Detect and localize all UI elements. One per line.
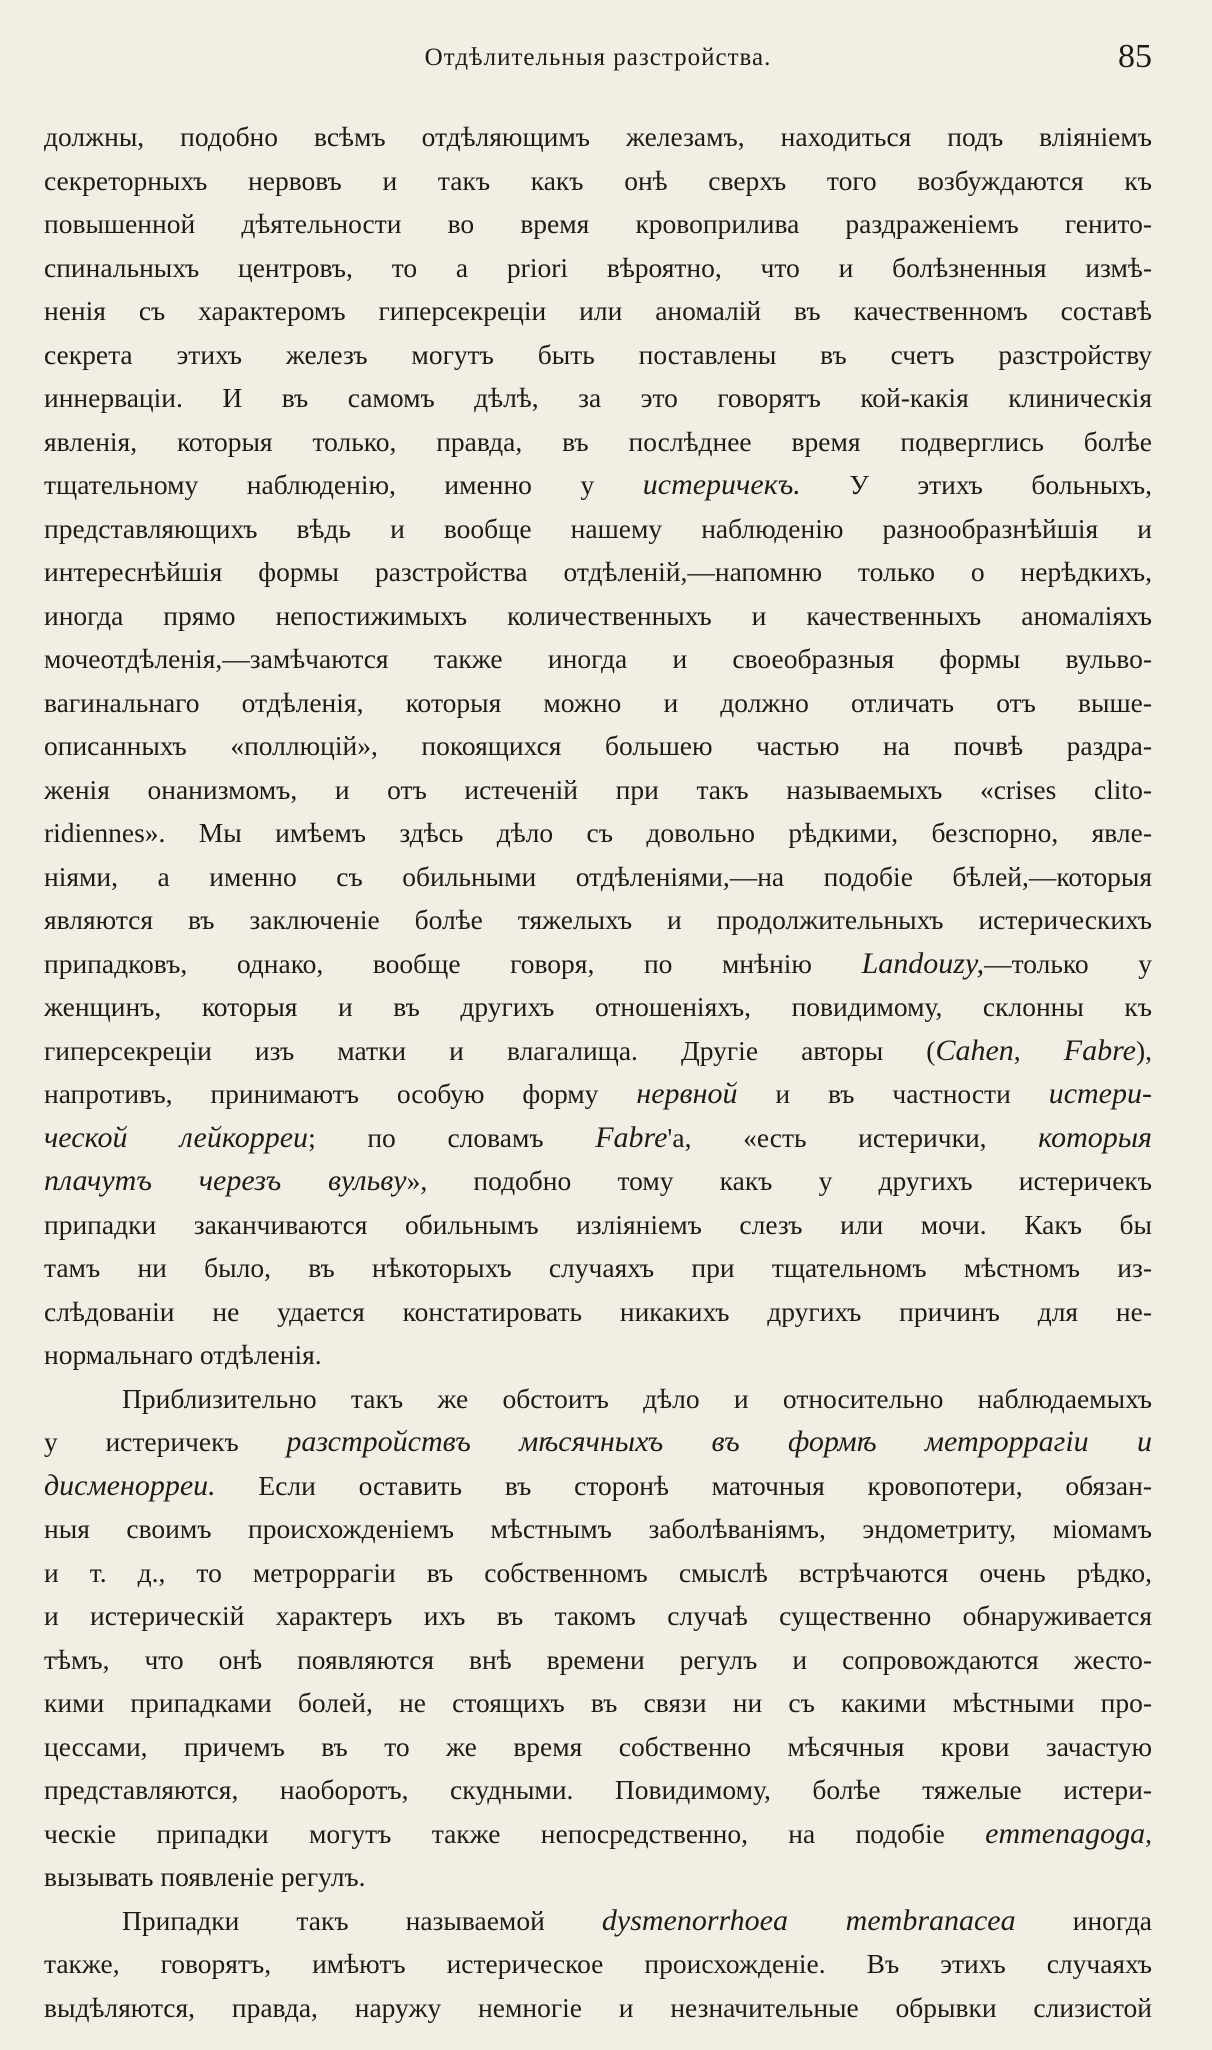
text-line [44,246,1152,290]
text-line [44,376,1152,420]
text-line [44,289,1152,333]
text-line [44,811,1152,855]
text-line [44,1290,1152,1334]
text-segment: , [1013,1034,1064,1066]
text-segment: напротивъ, принимаютъ особую форму [44,1078,637,1109]
page-number: 85 [1118,38,1152,75]
emphasis-text: Landouzy, [861,946,985,980]
text-line [44,507,1152,551]
emphasis-text: dysmenorrhoea membranacea [601,1903,1016,1937]
text-line [44,1203,1152,1247]
text-segment: припадковъ, однако, вообще говоря, по мнѣнію [44,947,862,979]
text-segment: и въ частности [737,1078,1049,1109]
text-segment: женщинъ, которыя и въ другихъ отношеніяхъ, повидимому, склонны къ [44,991,1152,1022]
text-segment: повышенной дѣятельности во время кровоприлива раздраженіемъ генито- [44,208,1152,239]
text-segment: интереснѣйшія формы разстройства отдѣленій,—напомню только о нерѣдкихъ, [44,556,1152,587]
text-line [44,1551,1152,1595]
text-segment: иногда прямо непостижимыхъ количественныхъ и качественныхъ аномаліяхъ [44,599,1152,631]
text-line [44,420,1152,464]
text-segment: явленія, которыя только, правда, въ послѣднее время подверглись болѣе [44,425,1152,457]
text-segment: тѣмъ, что онѣ появляются внѣ времени регулъ и сопровождаются жесто- [44,1643,1152,1675]
text-segment: выдѣляются, правда, наружу немногіе и незначительные обрывки слизистой [44,1991,1152,2023]
emphasis-text: Fabre [1063,1033,1136,1067]
text-line [44,1420,1152,1464]
text-segment: у истеричекъ [44,1426,287,1457]
text-segment: женія онанизмомъ, и отъ истеченій при такъ называемыхъ «crises clito- [44,773,1152,805]
text-line [44,1377,1152,1421]
text-segment: являются въ заключеніе болѣе тяжелыхъ и продолжительныхъ истерическихъ [44,904,1152,935]
text-line [44,768,1152,812]
text-segment: слѣдованіи не удается констатировать никакихъ другихъ причинъ для не- [44,1295,1152,1327]
text-segment: также, говорятъ, имѣютъ истерическое происхожденіе. Въ этихъ случаяхъ [44,1948,1152,1979]
text-segment: ческіе припадки могутъ также непосредственно, на подобіе [44,1817,986,1849]
text-line [44,115,1152,159]
text-segment: спинальныхъ центровъ, то a priori вѣроятно, что и болѣзненныя измѣ- [44,251,1152,283]
text-segment: описанныхъ «поллюцій», покоящихся большею частью на почвѣ раздра- [44,730,1152,761]
emphasis-text: ческой лейкорреи [44,1120,309,1154]
text-segment: вызывать появленіе регулъ. [44,1861,366,1892]
text-line [44,1725,1152,1769]
text-segment: припадки заканчиваются обильнымъ изліяніемъ слезъ или мочи. Какъ бы [44,1208,1152,1240]
text-line [44,1029,1152,1073]
text-segment: мочеотдѣленія,—замѣчаются также иногда и своеобразныя формы вульво- [44,643,1152,674]
text-line [44,1594,1152,1638]
text-line [44,1333,1152,1377]
text-segment: секрета этихъ железъ могутъ быть поставлены въ счетъ разстройству [44,338,1152,370]
text-line [44,550,1152,594]
text-line [44,159,1152,203]
text-segment: », подобно тому какъ у другихъ истеричекъ [406,1165,1152,1196]
text-segment: ridiennes». Мы имѣемъ здѣсь дѣло съ довольно рѣдкими, безспорно, явле- [44,817,1152,848]
text-line [44,1507,1152,1551]
text-segment: иннерваціи. И въ самомъ дѣлѣ, за это говорятъ кой-какія клиническія [44,382,1152,413]
text-line [44,1072,1152,1116]
running-head-title: Отдѣлительныя разстройства. [424,44,772,71]
text-segment: ніями, а именно съ обильными отдѣленіями,—на подобіе бѣлей,—которыя [44,860,1152,892]
text-segment: Если оставить въ сторонѣ маточныя кровопотери, обязан- [215,1469,1152,1501]
text-segment: представляющихъ вѣдь и вообще нашему наблюденію разнообразнѣйшія и [44,512,1152,544]
emphasis-text: нервной [636,1077,738,1110]
text-segment: У этихъ больныхъ, [800,469,1152,500]
body-text [44,115,1152,2029]
emphasis-text: Fabre [595,1120,668,1154]
text-segment: , [1145,1817,1152,1849]
running-head [44,38,1152,88]
text-line [44,1855,1152,1899]
text-line [44,985,1152,1029]
text-segment: ), [1135,1034,1152,1066]
text-segment: Припадки такъ называемой [122,1904,602,1936]
text-segment: и истерическій характеръ ихъ въ такомъ случаѣ существенно обнаруживается [44,1600,1152,1631]
text-line [44,1159,1152,1203]
text-segment: кими припадками болей, не стоящихъ въ связи ни съ какими мѣстными про- [44,1687,1152,1718]
text-line [44,202,1152,246]
emphasis-text: плачутъ черезъ вульву [44,1164,407,1197]
emphasis-text: истеричекъ. [642,468,801,501]
text-segment: тщательному наблюденію, именно у [44,469,643,500]
emphasis-text: которыя [1038,1120,1152,1154]
text-line [44,594,1152,638]
emphasis-text: Cahen [935,1033,1014,1067]
text-line [44,1768,1152,1812]
text-line [44,1899,1152,1943]
text-segment: иногда [1015,1904,1152,1936]
text-line [44,898,1152,942]
text-segment: ненія съ характеромъ гиперсекреціи или аномалій въ качественномъ составѣ [44,295,1152,326]
text-segment: и т. д., то метроррагіи въ собственномъ смыслѣ встрѣчаются очень рѣдко, [44,1556,1152,1588]
text-line [44,724,1152,768]
text-line [44,1681,1152,1725]
text-line [44,463,1152,507]
text-segment: представляются, наоборотъ, скудными. Повидимому, болѣе тяжелые истери- [44,1774,1152,1805]
text-line [44,1246,1152,1290]
text-segment: ныя своимъ происхожденіемъ мѣстнымъ заболѣваніямъ, эндометриту, міомамъ [44,1513,1152,1544]
text-line [44,1812,1152,1856]
text-line [44,681,1152,725]
emphasis-text: emmenagoga [985,1816,1146,1850]
text-segment: тамъ ни было, въ нѣкоторыхъ случаяхъ при тщательномъ мѣстномъ из- [44,1252,1152,1283]
text-line [44,1638,1152,1682]
text-segment: вагинальнаго отдѣленія, которыя можно и должно отличать отъ выше- [44,686,1152,718]
emphasis-text: истери- [1048,1077,1152,1110]
text-segment: должны, подобно всѣмъ отдѣляющимъ железамъ, находиться подъ вліяніемъ [44,121,1152,152]
text-segment: 'а, «есть истерички, [667,1121,1039,1153]
emphasis-text: дисменорреи. [44,1468,216,1502]
text-line [44,1116,1152,1160]
text-line [44,1942,1152,1986]
text-segment: гиперсекреціи изъ матки и влагалища. Другіе авторы ( [44,1034,936,1066]
emphasis-text: разстройствъ мѣсячныхъ въ формѣ метроррагіи и [286,1425,1152,1458]
text-line [44,855,1152,899]
text-line [44,1464,1152,1508]
text-line [44,942,1152,986]
text-line [44,333,1152,377]
text-segment: нормальнаго отдѣленія. [44,1339,322,1370]
text-segment: ; по словамъ [308,1121,596,1153]
text-line [44,637,1152,681]
text-line [44,1986,1152,2030]
text-segment: —только у [984,947,1152,979]
text-segment: секреторныхъ нервовъ и такъ какъ онѣ сверхъ того возбуждаются къ [44,164,1152,196]
text-segment: цессами, причемъ въ то же время собственно мѣсячныя крови зачастую [44,1730,1152,1762]
text-segment: Приблизительно такъ же обстоитъ дѣло и относительно наблюдаемыхъ [122,1382,1152,1414]
